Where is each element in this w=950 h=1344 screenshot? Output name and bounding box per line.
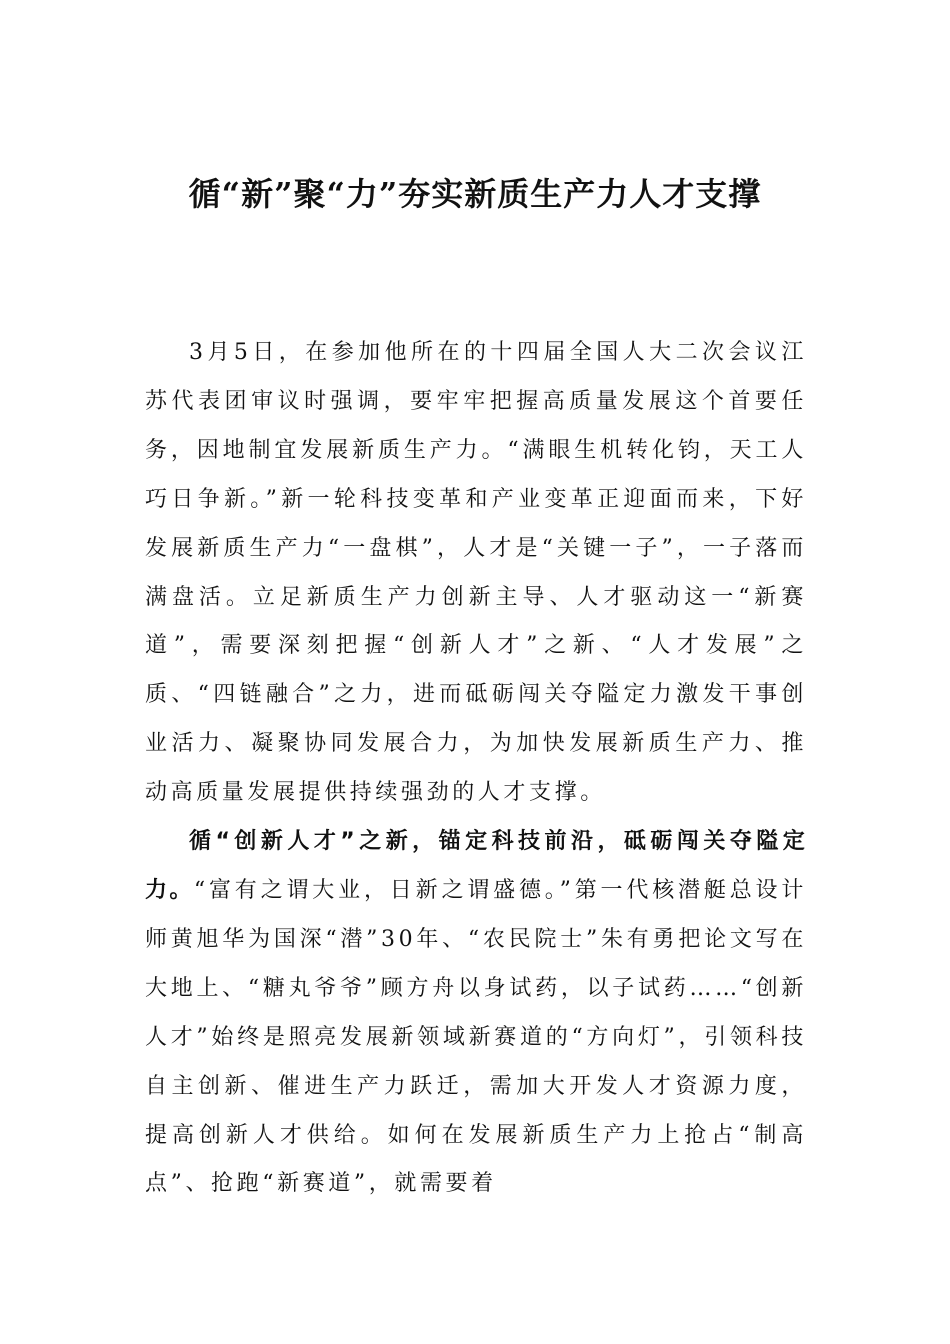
paragraph-text: 3月5日，在参加他所在的十四届全国人大二次会议江苏代表团审议时强调，要牢牢把握高质量发展这个首要任务，因地制宜发展新质生产力。“满眼生机转化钧，天工人巧日争新。”新一轮科技变革和产业变革正迎面而来，下好发展新质生产力“一盘棋”，人才是“关键一子”，一子落而满盘活。立足新质生产力创新主导、人才驱动这一“新赛道”，需要深刻把握“创新人才”之新、“人才发展”之质、“四链融合”之力，进而砥砺闯关夺隘定力激发干事创业活力、凝聚协同发展合力，为加快发展新质生产力、推动高质量发展提供持续强劲的人才支撑。 <box>145 340 807 806</box>
paragraph-text: “富有之谓大业，日新之谓盛德。”第一代核潜艇总设计师黄旭华为国深“潜”30年、“农民院士”朱有勇把论文写在大地上、“糖丸爷爷”顾方舟以身试药，以子试药……“创新人才”始终是照亮发展新领域新赛道的“方向灯”，引领科技自主创新、催进生产力跃迁，需加大开发人才资源力度，提高创新人才供给。如何在发展新质生产力上抢占“制高点”、抢跑“新赛道”，就需要着 <box>145 877 807 1197</box>
document-body <box>145 329 807 1209</box>
paragraph-section-1 <box>145 818 807 1209</box>
paragraph-intro <box>145 329 807 818</box>
section-heading: 循“创新人才”之新，锚定科技前沿，砥砺闯关夺隘定力。 <box>145 829 807 903</box>
document-title: 循“新”聚“力”夯实新质生产力人才支撑 <box>188 175 762 213</box>
